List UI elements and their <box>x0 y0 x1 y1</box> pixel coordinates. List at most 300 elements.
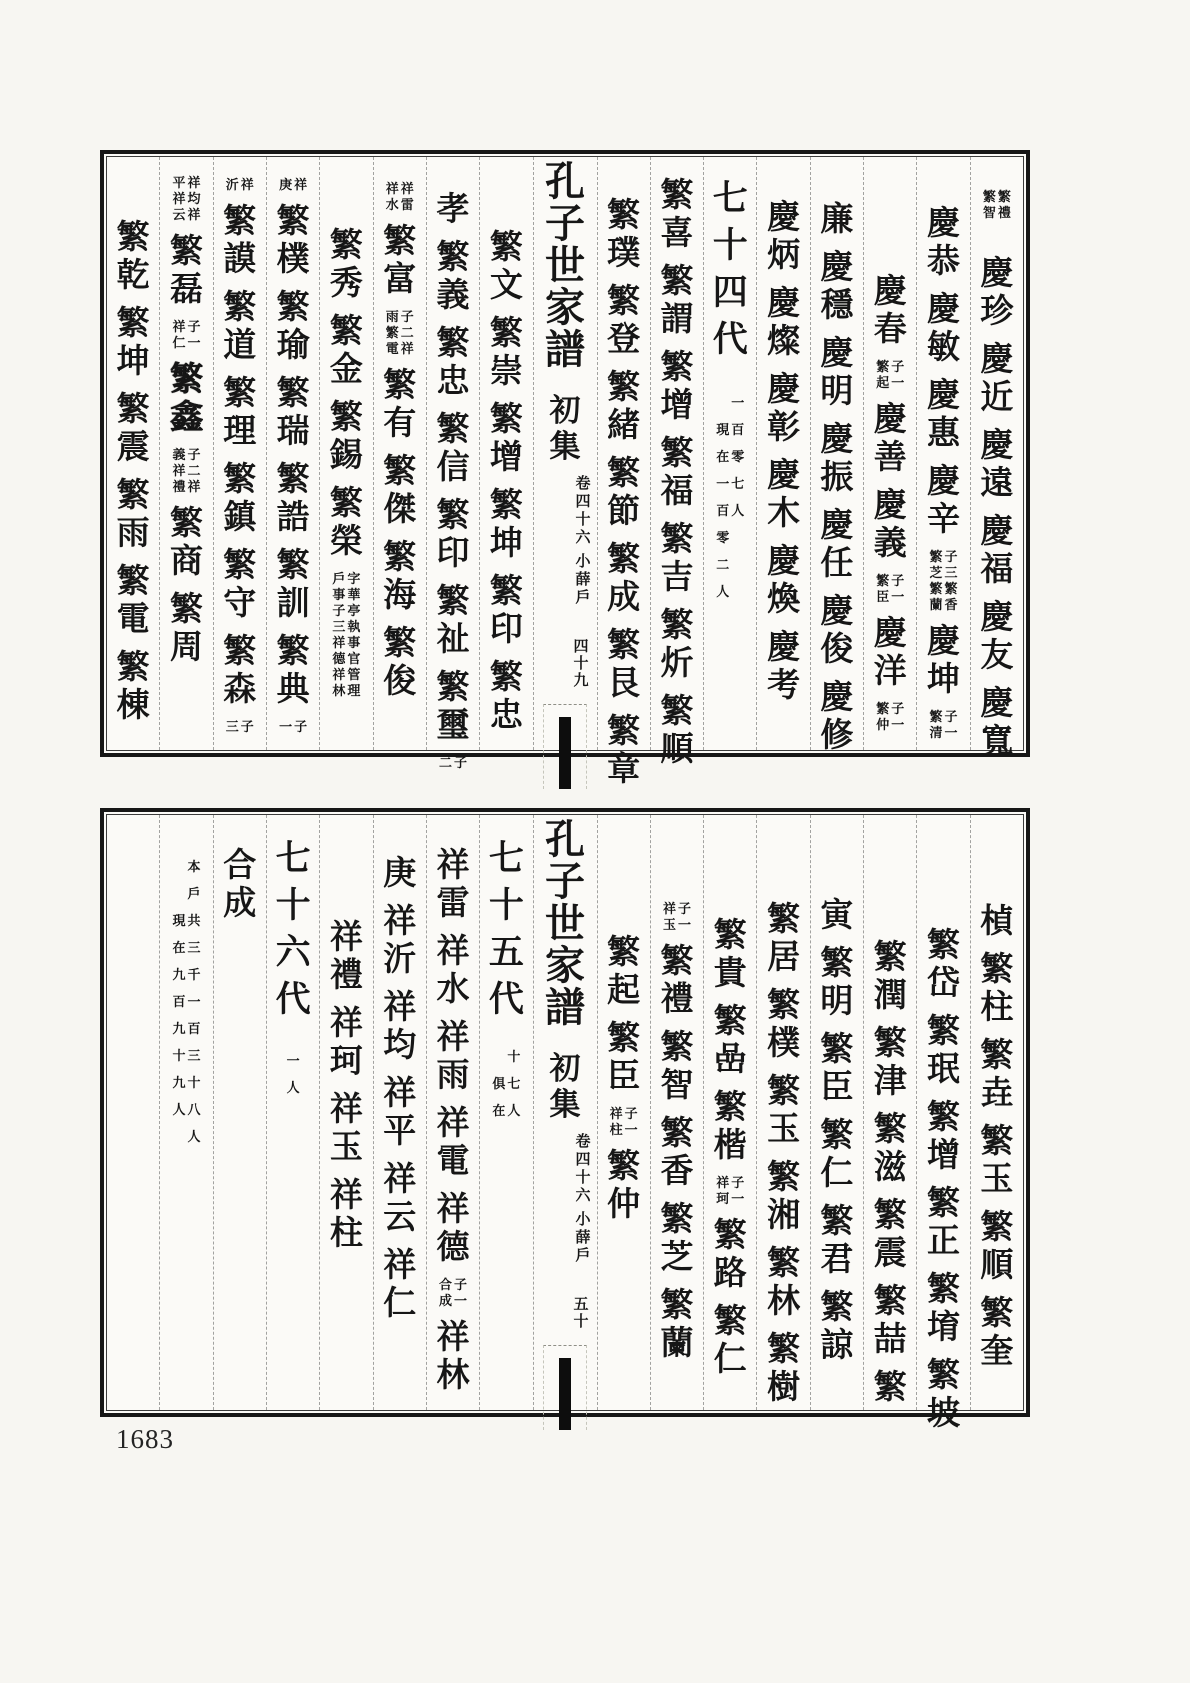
name-entry <box>277 375 310 451</box>
name-entry <box>714 1089 747 1165</box>
glyph: 事 <box>332 587 346 602</box>
glyph: 商 <box>169 544 203 580</box>
glyph: 人 <box>286 1080 300 1095</box>
name-entry <box>927 1271 960 1347</box>
glyph: 繁 <box>169 506 203 542</box>
glyph <box>172 853 185 880</box>
glyph: 柱 <box>609 1122 623 1137</box>
name-entry <box>277 633 310 709</box>
glyph: 庚 <box>383 856 417 892</box>
spacer <box>598 819 650 934</box>
annotation-right-line <box>891 359 904 391</box>
glyph: 繁 <box>980 1210 1014 1246</box>
glyph: 電 <box>385 341 399 356</box>
spacer <box>864 819 916 939</box>
name-entry <box>330 919 363 995</box>
glyph: 信 <box>436 450 470 486</box>
glyph: 慶 <box>927 378 961 414</box>
genealogy-column <box>756 815 809 1410</box>
annotation-two-line <box>439 1277 467 1309</box>
name-entry <box>607 197 640 273</box>
glyph: 繁 <box>660 436 694 472</box>
glyph: 繁 <box>997 189 1011 204</box>
glyph: 本 <box>187 859 201 874</box>
glyph: 十 <box>575 512 591 528</box>
glyph: 代 <box>488 980 524 1019</box>
glyph: 鑫 <box>169 400 203 436</box>
name-entry <box>980 1037 1013 1113</box>
glyph: 祥 <box>436 1320 470 1356</box>
spacer <box>480 1033 532 1043</box>
glyph: 祥 <box>329 1178 363 1214</box>
glyph: 祉 <box>436 622 470 658</box>
name-entry <box>117 219 150 295</box>
name-entry <box>607 627 640 703</box>
name-entry <box>820 1289 853 1365</box>
glyph: 水 <box>385 197 399 212</box>
glyph: 祥 <box>383 1248 417 1284</box>
annotation-right-line <box>454 1277 467 1309</box>
bottom-page-block <box>100 808 1030 1432</box>
glyph: 慶 <box>980 342 1014 378</box>
glyph: 臣 <box>607 1059 641 1095</box>
collection-label <box>550 393 581 465</box>
glyph: 人 <box>172 1102 186 1117</box>
glyph: 繁 <box>929 549 943 564</box>
name-entry <box>117 649 150 725</box>
glyph: 十 <box>187 1075 201 1090</box>
spacer <box>917 161 969 205</box>
glyph: 子 <box>240 719 254 734</box>
spacer <box>811 161 863 201</box>
glyph: 在 <box>172 940 186 955</box>
genealogy-column <box>213 157 266 750</box>
glyph: 燦 <box>767 324 801 360</box>
glyph: 一 <box>716 476 730 491</box>
annotation-left-line <box>332 571 345 699</box>
glyph: 慶 <box>873 488 907 524</box>
glyph: 義 <box>436 278 470 314</box>
glyph: 五 <box>488 933 524 972</box>
glyph: 均 <box>187 191 201 206</box>
glyph: 繁 <box>489 316 523 352</box>
glyph: 祥 <box>383 990 417 1026</box>
glyph: 慶 <box>873 402 907 438</box>
genealogy-column <box>213 815 266 1410</box>
name-entry <box>490 401 523 477</box>
glyph: 繁 <box>329 400 363 436</box>
glyph: 薛 <box>575 572 591 588</box>
name-entry <box>714 1303 747 1379</box>
genealogy-column <box>266 157 319 750</box>
glyph: 譜 <box>545 327 585 372</box>
glyph: 敏 <box>927 330 961 366</box>
name-entry <box>820 945 853 1021</box>
glyph: 一 <box>286 1053 300 1068</box>
glyph: 十 <box>712 226 748 265</box>
genealogy-column <box>863 815 916 1410</box>
annotation-right-line <box>401 181 414 213</box>
name-entry <box>383 903 416 979</box>
glyph: 繁 <box>436 240 470 276</box>
glyph: 繁 <box>116 564 150 600</box>
name-entry <box>767 901 800 977</box>
glyph: 珍 <box>980 294 1014 330</box>
name-entry <box>980 341 1013 417</box>
glyph: 增 <box>660 388 694 424</box>
glyph: 繁 <box>607 1149 641 1185</box>
name-entry <box>767 1331 800 1407</box>
glyph: 慶 <box>767 544 801 580</box>
annotation-right-line <box>891 573 904 605</box>
glyph: 有 <box>383 406 417 442</box>
glyph: 春 <box>873 312 907 348</box>
glyph: 崇 <box>489 354 523 390</box>
glyph: 諒 <box>820 1328 854 1364</box>
glyph: 繁 <box>660 1116 694 1152</box>
genealogy-column <box>107 815 159 1410</box>
glyph: 繁 <box>383 224 417 260</box>
glyph: 家 <box>545 943 585 988</box>
glyph: 子 <box>944 709 958 724</box>
glyph: 清 <box>929 725 943 740</box>
glyph: 繁 <box>873 940 907 976</box>
glyph: 修 <box>820 718 854 754</box>
glyph: 繁 <box>713 1004 747 1040</box>
spacer <box>267 161 319 177</box>
glyph: 祥 <box>662 901 676 916</box>
glyph: 慶 <box>767 372 801 408</box>
glyph: 繁 <box>873 1284 907 1320</box>
glyph: 繁 <box>873 1026 907 1062</box>
glyph: 守 <box>223 586 257 622</box>
glyph: 繁 <box>927 1186 961 1222</box>
glyph: 雨 <box>116 516 150 552</box>
glyph: 四 <box>712 273 748 312</box>
annotation-two-line <box>172 853 200 1150</box>
name-entry <box>607 369 640 445</box>
name-entry <box>490 573 523 649</box>
name-entry <box>820 1031 853 1107</box>
glyph: 繁 <box>873 1112 907 1148</box>
glyph: 慶 <box>873 616 907 652</box>
glyph: 一 <box>891 717 905 732</box>
glyph: 繁 <box>116 478 150 514</box>
glyph: 二 <box>716 557 730 572</box>
glyph: 七 <box>275 839 311 878</box>
name-entry <box>767 371 800 447</box>
glyph: 雨 <box>385 309 399 324</box>
glyph: 祥 <box>385 181 399 196</box>
name-entry <box>660 435 693 511</box>
name-entry <box>607 455 640 531</box>
glyph: 友 <box>980 638 1014 674</box>
glyph: 祥 <box>172 319 186 334</box>
block-inner-frame <box>106 156 1024 788</box>
glyph: 繁 <box>607 284 641 320</box>
annotation-left-line <box>716 1175 729 1207</box>
spacer <box>917 819 969 927</box>
glyph: 電 <box>116 602 150 638</box>
glyph: 水 <box>436 972 470 1008</box>
glyph: 慶 <box>980 514 1014 550</box>
glyph: 禮 <box>660 982 694 1018</box>
glyph: 繁 <box>607 456 641 492</box>
glyph: 炘 <box>660 646 694 682</box>
name-entry <box>330 485 363 561</box>
name-entry <box>437 1191 470 1267</box>
glyph: 成 <box>607 580 641 616</box>
name-entry <box>117 391 150 467</box>
generation-heading <box>276 835 311 1023</box>
name-entry <box>927 927 960 1003</box>
glyph: 玉 <box>329 1130 363 1166</box>
glyph: 震 <box>873 1236 907 1272</box>
glyph: 智 <box>982 205 996 220</box>
name-entry <box>660 349 693 425</box>
glyph <box>716 389 729 416</box>
glyph: 起 <box>876 375 890 390</box>
glyph: 柱 <box>980 990 1014 1026</box>
genealogy-column <box>863 157 916 750</box>
annotation-right-line <box>294 177 307 193</box>
spacer <box>267 819 319 835</box>
glyph: 祥 <box>329 1006 363 1042</box>
glyph: 一 <box>187 994 201 1009</box>
glyph: 子 <box>891 359 905 374</box>
glyph: 喜 <box>660 216 694 252</box>
glyph: 繁 <box>607 198 641 234</box>
annotation-right-line <box>187 319 200 351</box>
glyph: 現 <box>716 422 730 437</box>
glyph: 九 <box>172 1021 186 1036</box>
glyph: 繁 <box>436 670 470 706</box>
glyph: 繁 <box>436 584 470 620</box>
name-entry <box>767 1245 800 1321</box>
name-entry <box>607 934 640 1010</box>
glyph: 繁 <box>383 540 417 576</box>
glyph: 子 <box>454 1277 468 1292</box>
glyph: 謂 <box>660 302 694 338</box>
glyph: 海 <box>383 578 417 614</box>
glyph: 增 <box>489 440 523 476</box>
glyph: 子 <box>545 859 585 904</box>
glyph: 繁 <box>607 370 641 406</box>
glyph: 寅 <box>820 898 854 934</box>
glyph: 鎮 <box>223 500 257 536</box>
glyph: 繁 <box>944 581 958 596</box>
name-entry <box>170 591 203 667</box>
glyph: 繁 <box>385 325 399 340</box>
glyph: 繁 <box>876 701 890 716</box>
glyph: 十 <box>573 656 589 672</box>
name-entry <box>660 1201 693 1277</box>
glyph: 繁 <box>223 634 257 670</box>
glyph: 官 <box>347 651 361 666</box>
glyph: 祥 <box>332 635 346 650</box>
name-entry <box>660 263 693 339</box>
glyph: 繁 <box>660 522 694 558</box>
annotation-right-line <box>187 175 200 223</box>
spacer <box>971 161 1023 189</box>
name-entry <box>980 685 1013 761</box>
name-entry <box>980 427 1013 503</box>
glyph: 子 <box>187 319 201 334</box>
glyph: 繁 <box>383 368 417 404</box>
name-entry <box>820 679 853 755</box>
glyph: 增 <box>927 1138 961 1174</box>
glyph: 忠 <box>436 364 470 400</box>
name-entry <box>490 229 523 305</box>
top-page-block <box>100 150 1030 788</box>
glyph: 世 <box>545 901 585 946</box>
glyph: 子 <box>294 719 308 734</box>
glyph: 磊 <box>169 272 203 308</box>
glyph: 珂 <box>716 1191 730 1206</box>
glyph: 惠 <box>927 416 961 452</box>
glyph: 節 <box>607 494 641 530</box>
name-entry <box>223 547 256 623</box>
glyph: 玉 <box>662 917 676 932</box>
glyph: 祥 <box>172 191 186 206</box>
glyph: 順 <box>980 1248 1014 1284</box>
glyph: 洋 <box>873 654 907 690</box>
glyph: 仁 <box>713 1342 747 1378</box>
glyph: 祥 <box>187 479 201 494</box>
glyph: 慶 <box>927 206 961 242</box>
glyph: 沂 <box>383 942 417 978</box>
glyph: 慶 <box>767 286 801 322</box>
spacer <box>480 161 532 229</box>
glyph: 明 <box>820 984 854 1020</box>
annotation-two-line <box>876 573 904 605</box>
spacer <box>107 161 159 219</box>
name-entry <box>980 1295 1013 1371</box>
name-entry <box>660 1115 693 1191</box>
glyph: 一 <box>624 1122 638 1137</box>
black-ink-bar <box>559 717 571 789</box>
folio-number <box>573 639 588 690</box>
name-entry <box>980 1123 1013 1199</box>
glyph: 子 <box>944 549 958 564</box>
glyph: 繁 <box>713 1090 747 1126</box>
glyph: 繁 <box>713 1304 747 1340</box>
name-entry <box>820 1117 853 1193</box>
genealogy-column <box>703 815 756 1410</box>
name-entry <box>660 177 693 253</box>
annotation-left-line <box>930 549 943 613</box>
glyph: 蘭 <box>660 1326 694 1362</box>
name-entry <box>383 855 416 893</box>
glyph: 祥 <box>329 1092 363 1128</box>
glyph: 繁 <box>713 918 747 954</box>
name-entry <box>277 547 310 623</box>
name-entry <box>383 223 416 299</box>
glyph: 繁 <box>927 1358 961 1394</box>
glyph: 慶 <box>820 508 854 544</box>
glyph: 恭 <box>927 244 961 280</box>
genealogy-column <box>916 815 969 1432</box>
name-entry <box>330 1005 363 1081</box>
glyph: 字 <box>347 571 361 586</box>
glyph <box>172 880 185 907</box>
glyph: 德 <box>332 651 346 666</box>
glyph: 禮 <box>172 479 186 494</box>
annotation-two-line <box>876 701 904 733</box>
annotation-left-line <box>279 177 292 193</box>
glyph: 戶 <box>332 571 346 586</box>
glyph: 九 <box>172 967 186 982</box>
spacer <box>427 819 479 847</box>
glyph: 垚 <box>980 1076 1014 1112</box>
glyph: 繁 <box>489 488 523 524</box>
glyph: 平 <box>383 1114 417 1150</box>
name-entry <box>820 421 853 497</box>
annotation-left-line <box>876 701 889 733</box>
glyph: 艮 <box>607 666 641 702</box>
glyph: 炳 <box>767 238 801 274</box>
glyph: 振 <box>820 460 854 496</box>
generation-heading <box>489 835 524 1023</box>
annotation-right-line <box>187 447 200 495</box>
glyph: 繁 <box>876 573 890 588</box>
spacer <box>971 819 1023 903</box>
genealogy-column <box>319 157 372 750</box>
name-entry <box>820 201 853 239</box>
glyph: 繁 <box>660 1030 694 1066</box>
glyph: 祥 <box>329 920 363 956</box>
glyph: 奎 <box>980 1334 1014 1370</box>
glyph: 繁 <box>927 1272 961 1308</box>
annotation-left-line <box>172 853 185 1123</box>
glyph: 慶 <box>927 624 961 660</box>
folio-number <box>573 1297 588 1331</box>
name-entry <box>820 249 853 325</box>
glyph: 現 <box>172 913 186 928</box>
name-entry <box>660 1287 693 1363</box>
glyph: 在 <box>492 1103 506 1118</box>
glyph: 繁 <box>876 359 890 374</box>
glyph: 七 <box>507 1076 521 1091</box>
glyph: 祥 <box>187 175 201 190</box>
glyph: 繁 <box>436 412 470 448</box>
ink-bar-box <box>543 704 587 789</box>
name-entry <box>660 1029 693 1105</box>
glyph: 祥 <box>436 848 470 884</box>
glyph: 十 <box>275 886 311 925</box>
annotation-two-line <box>172 175 200 223</box>
glyph: 慶 <box>980 600 1014 636</box>
glyph: 樸 <box>276 242 310 278</box>
glyph: 慶 <box>927 292 961 328</box>
glyph: 子 <box>400 309 414 324</box>
name-entry <box>437 933 470 1009</box>
glyph: 潤 <box>873 978 907 1014</box>
glyph: 二 <box>400 325 414 340</box>
glyph: 秀 <box>329 266 363 302</box>
spacer <box>811 819 863 897</box>
annotation-left-line <box>876 359 889 391</box>
glyph: 祥 <box>400 181 414 196</box>
glyph: 戶 <box>575 590 591 606</box>
genealogy-column <box>479 157 532 750</box>
glyph: 路 <box>713 1256 747 1292</box>
glyph: 七 <box>731 476 745 491</box>
book-title <box>545 161 585 371</box>
glyph: 煥 <box>767 582 801 618</box>
genealogy-column <box>319 815 372 1410</box>
glyph: 順 <box>660 732 694 768</box>
